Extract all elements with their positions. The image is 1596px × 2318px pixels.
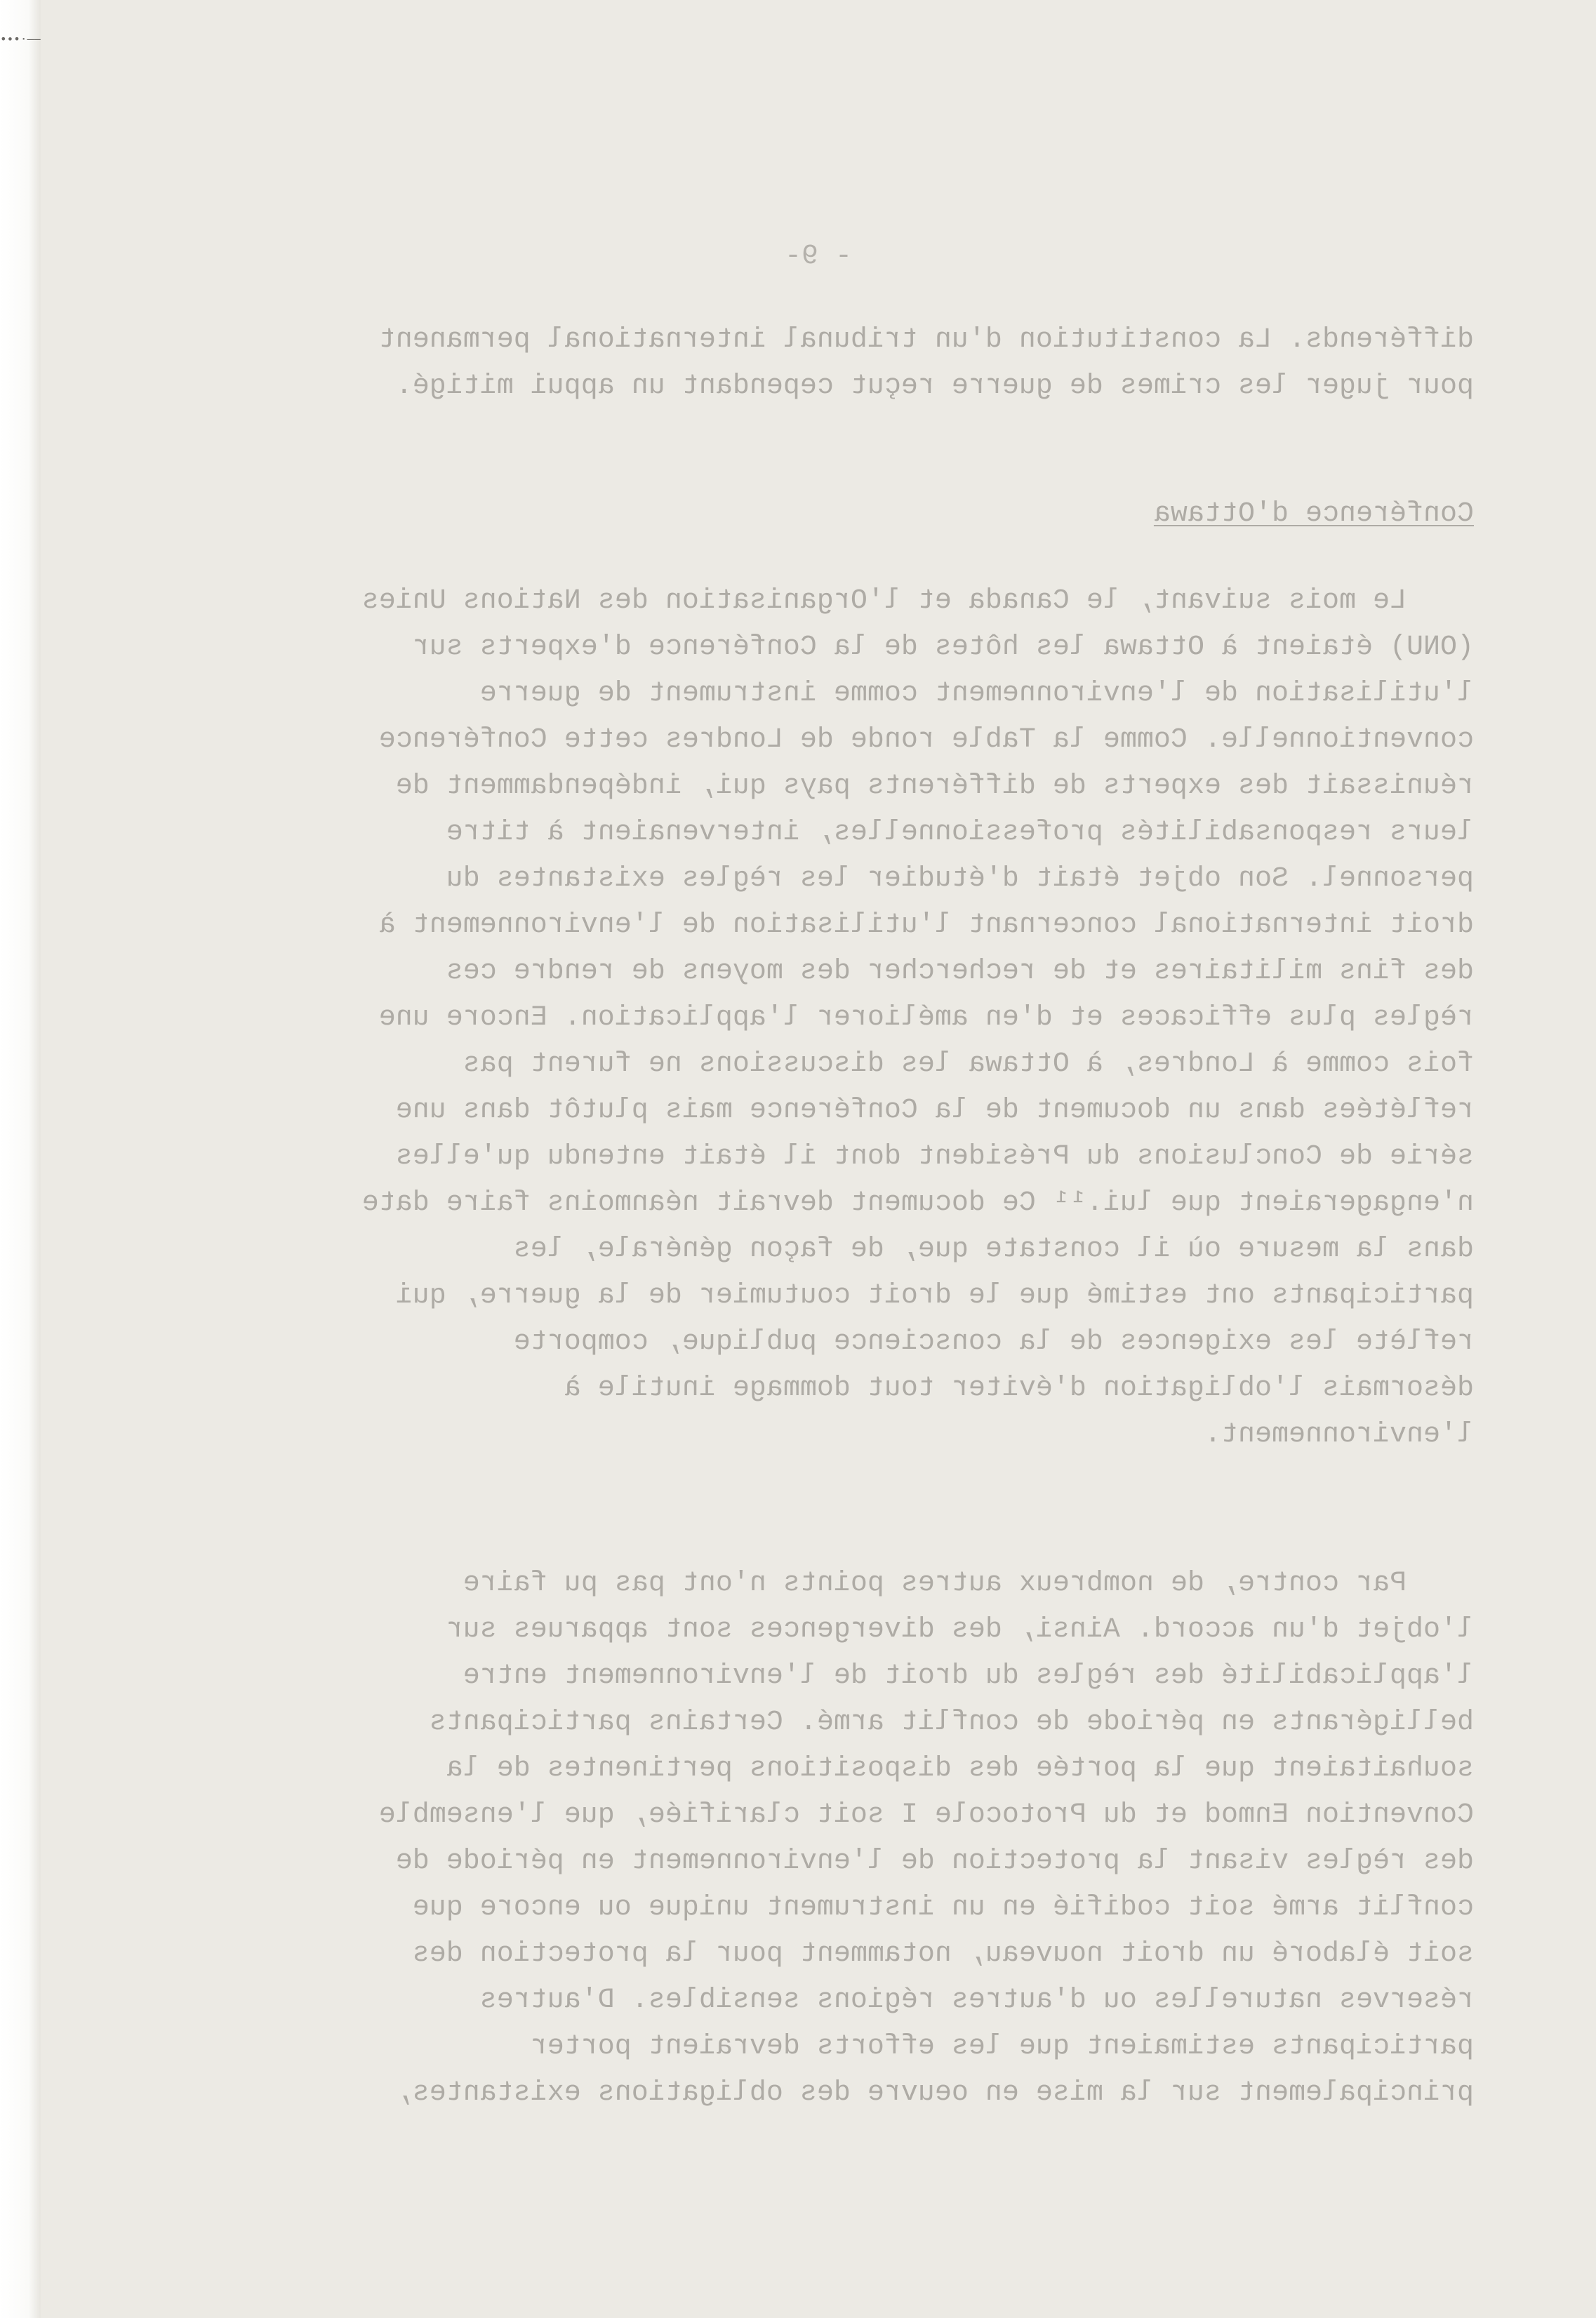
text-line: soit élaboré un droit nouveau, notamment pour la protection des bbox=[412, 1938, 1474, 1970]
text-line: réunissait des experts de différents pays qui, indépendamment de bbox=[395, 771, 1474, 802]
text-line: désormais l'obligation d'éviter tout dommage inutile à bbox=[564, 1373, 1474, 1404]
section-heading: Conférence d'Ottawa bbox=[1153, 498, 1474, 530]
text-line: des fins militaires et de rechercher des moyens de rendre ces bbox=[446, 956, 1474, 987]
bleed-through-text-layer bbox=[41, 0, 1596, 2318]
text-line: pour juger les crimes de guerre reçut cependant un appui mitigé. bbox=[395, 371, 1474, 402]
text-line: conventionnelle. Comme la Table ronde de Londres cette Conférence bbox=[378, 724, 1474, 756]
text-line: principalement sur la mise en oeuvre des obligations existantes, bbox=[395, 2077, 1474, 2109]
text-line: Par contre, de nombreux autres points n'ont pas pu faire bbox=[463, 1568, 1407, 1599]
text-line: souhaitaient que la portée des dispositions pertinentes de la bbox=[446, 1753, 1474, 1785]
text-line: l'applicabilité des règles du droit de l'environnement entre bbox=[463, 1660, 1474, 1692]
text-line: des règles visant la protection de l'environnement en période de bbox=[395, 1846, 1474, 1877]
text-line: participants estimaient que les efforts devraient porter bbox=[530, 2031, 1474, 2063]
text-line: participants ont estimé que le droit coutumier de la guerre, qui bbox=[395, 1280, 1474, 1312]
text-line: différends. La constitution d'un tribunal international permanent bbox=[378, 324, 1474, 356]
text-line: n'engageraient que lui.¹¹ Ce document devrait néanmoins faire date bbox=[361, 1187, 1474, 1219]
text-line: personnel. Son objet était d'étudier les règles existantes du bbox=[446, 863, 1474, 895]
text-line: fois comme à Londres, à Ottawa les discussions ne furent pas bbox=[463, 1048, 1474, 1080]
text-line: l'utilisation de l'environnement comme instrument de guerre bbox=[479, 678, 1474, 710]
text-line: conflit armé soit codifié en un instrument unique ou encore que bbox=[412, 1892, 1474, 1924]
text-line: reflétées dans un document de la Conférence mais plutôt dans une bbox=[395, 1095, 1474, 1126]
page-number: - 9- bbox=[785, 241, 853, 272]
text-line: règles plus efficaces et d'en améliorer l'application. Encore une bbox=[378, 1002, 1474, 1034]
text-line: Le mois suivant, le Canada et l'Organisation des Nations Unies bbox=[361, 585, 1407, 617]
text-line: leurs responsabilités professionnelles, intervenaient à titre bbox=[446, 817, 1474, 848]
page-left-edge bbox=[0, 0, 41, 2318]
text-line: reflète les exigences de la conscience publique, comporte bbox=[513, 1326, 1474, 1358]
text-line: (ONU) étaient à Ottawa les hôtes de la Conférence d'experts sur bbox=[412, 632, 1474, 663]
paragraph-continuation bbox=[208, 317, 1474, 410]
text-line: l'objet d'un accord. Ainsi, des divergences sont apparues sur bbox=[446, 1614, 1474, 1646]
document-page bbox=[41, 0, 1596, 2318]
text-line: belligérants en période de conflit armé. Certains participants bbox=[429, 1707, 1474, 1738]
text-line: droit international concernant l'utilisation de l'environnement à bbox=[378, 910, 1474, 941]
text-line: Convention Enmod et du Protocole I soit clarifiée, que l'ensemble bbox=[378, 1799, 1474, 1831]
paragraph-disagreements bbox=[208, 1561, 1474, 2117]
paragraph-ottawa-conference bbox=[208, 578, 1474, 1458]
text-line: série de Conclusions du Président dont il était entendu qu'elles bbox=[395, 1141, 1474, 1173]
corner-scan-mark: •∙•·‒‒ bbox=[0, 32, 41, 46]
text-line: dans la mesure où il constate que, de façon générale, les bbox=[513, 1234, 1474, 1265]
text-line: réserves naturelles ou d'autres régions sensibles. D'autres bbox=[479, 1985, 1474, 2016]
text-line: l'environnement. bbox=[1204, 1419, 1474, 1451]
